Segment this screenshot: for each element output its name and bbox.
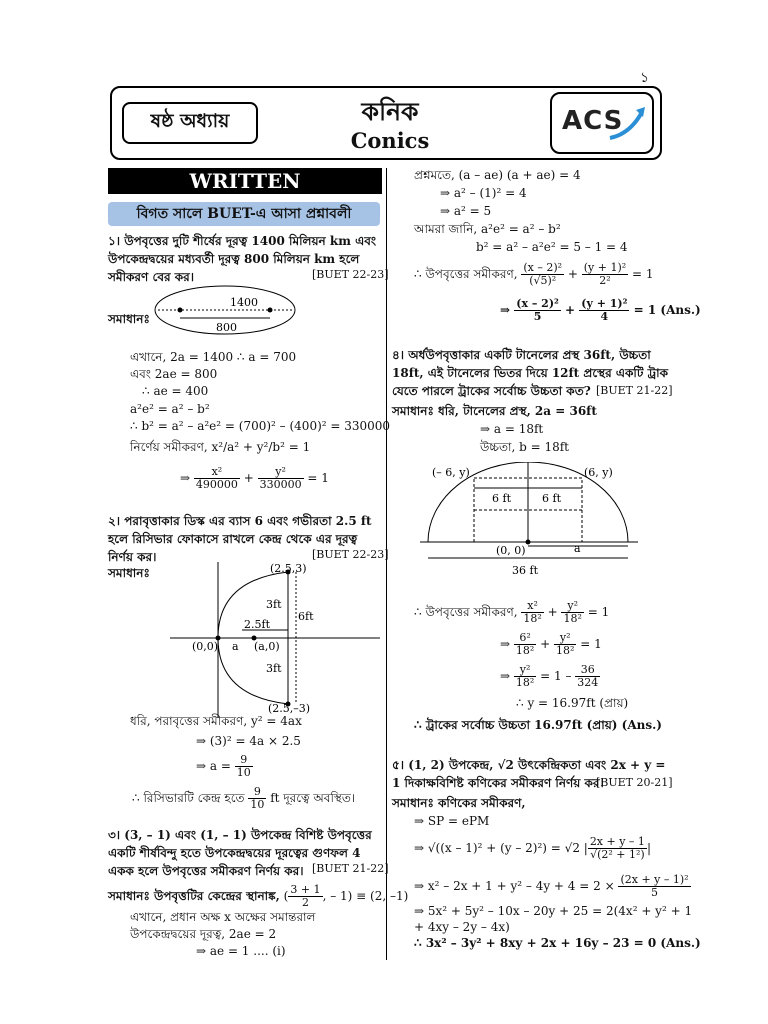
fig-a: a — [574, 542, 581, 555]
q5-line: ⇒ SP = ePM — [414, 814, 490, 828]
acs-logo — [550, 92, 654, 154]
fig-bottom: (2.5,–3) — [268, 702, 311, 715]
q1-line: এবং 2ae = 800 — [130, 367, 218, 381]
q5-line: সমাধানঃ কণিকের সমীকরণ, — [392, 796, 526, 810]
question-2: ২। পরাবৃত্তাকার ডিস্ক এর ব্যাস 6 এবং গভীরতা 2.5 ft হলে রিসিভার ফোকাসে রাখলে কেন্দ্র থেকে এর দূরত্ব নির্ণয় কর। — [108, 514, 372, 564]
question-5: ৫। (1, 2) উপকেন্দ্র, √2 উৎকেন্দ্রিকতা এবং 2x + y = 1 দিকাক্ষবিশিষ্ট কণিকের সমীকরণ নির্ণয় কর। — [392, 758, 666, 790]
question-4: ৪। অর্ধউপবৃত্তাকার একটি টানেলের প্রস্থ 36ft, উচ্চতা 18ft, এই টানেলের ভিতর দিয়ে 12ft প্রস্থের একটি ট্রাক যেতে পারলে ট্রাকের সর্বোচ্চ উচ্চতা কত? — [392, 348, 668, 398]
q3-line: এখানে, প্রধান অক্ষ x অক্ষের সমান্তরাল — [130, 910, 316, 924]
q5-line: ⇒ x² – 2x + 1 + y² – 4y + 4 = 2 × $\frac{\text{(2x + y – 1)²}}{5}$ — [414, 873, 689, 899]
q3-cont-line: প্রশ্নমতে, (a – ae) (a + ae) = 4 — [414, 168, 581, 182]
q4-tag: [BUET 21-22] — [596, 384, 673, 397]
fig-3ft: 3ft — [266, 598, 282, 611]
fig-width: 36 ft — [512, 564, 538, 577]
page-number: ১ — [640, 70, 650, 86]
fig-6ft: 6ft — [298, 610, 314, 623]
fig-right: (6, y) — [584, 466, 613, 479]
fig-a: a — [232, 640, 239, 653]
question-1: ১। উপবৃত্তের দুটি শীর্ষের দূরত্ব 1400 মিলিয়ন km এবং উপকেন্দ্রদ্বয়ের মধ্যবর্তী দূরত্ব 800 মিলিয়ন km হলে সমীকরণ বের কর। — [108, 234, 377, 284]
q4-line: সমাধানঃ ধরি, টানেলের প্রস্থ, 2a = 36ft — [392, 404, 597, 418]
fig-3ft: 3ft — [266, 662, 282, 675]
q1-solution-label: সমাধানঃ — [108, 312, 150, 326]
q3-line: উপকেন্দ্রদ্বয়ের দূরত্ব, 2ae = 2 — [130, 927, 277, 941]
q4-answer: ∴ ট্রাকের সর্বোচ্চ উচ্চতা 16.97ft (প্রায়) (Ans.) — [414, 718, 662, 732]
fig-6ft: 6 ft — [492, 492, 511, 505]
logo-text: ACS — [562, 106, 624, 136]
written-banner: WRITTEN — [108, 168, 382, 194]
q2-line: ⇒ (3)² = 4a × 2.5 — [196, 734, 301, 748]
q3-cont-line: আমরা জানি, a²e² = a² – b² — [414, 222, 561, 236]
fig-left: (– 6, y) — [432, 466, 470, 479]
q3-cont-line: ⇒ a² – (1)² = 4 — [440, 186, 527, 200]
q1-line: a²e² = a² – b² — [130, 402, 210, 416]
q3-tag: [BUET 21-22] — [312, 862, 389, 875]
fig-800: 800 — [216, 321, 237, 334]
q2-line: ∴ রিসিভারটি কেন্দ্র হতে $\frac{9}{10}$ ft দূরত্বে অবস্থিত। — [132, 785, 356, 811]
q4-tunnel-figure — [420, 462, 640, 580]
q1-line: ∴ b² = a² – a²e² = (700)² – (400)² = 330000 — [130, 419, 391, 433]
fig-origin: (0,0) — [192, 640, 219, 653]
q4-line: ∴ y = 16.97ft (প্রায়) — [516, 696, 629, 710]
q4-line: ⇒ a = 18ft — [480, 422, 544, 436]
q4-line: ⇒ $\frac{\text{6²}}{\text{18²}}$ + $\frac{\text{y²}}{\text{18²}}$ = 1 — [500, 631, 602, 657]
q5-tag: [BUET 20-21] — [596, 776, 673, 789]
section-title: বিগত সালে BUET-এ আসা প্রশ্নাবলী — [108, 202, 380, 226]
q3-line: ⇒ ae = 1 .... (i) — [196, 944, 286, 958]
logo-arrow-icon — [552, 94, 652, 152]
q1-line: নির্ণেয় সমীকরণ, x²/a² + y²/b² = 1 — [130, 440, 311, 454]
q1-line: ⇒ $\frac{\text{x²}}{490000}$ + $\frac{\text{y²}}{330000}$ = 1 — [180, 465, 329, 491]
q1-ellipse-figure — [150, 278, 300, 338]
q4-line: ⇒ $\frac{\text{y²}}{\text{18²}}$ = 1 – $\frac{36}{324}$ — [500, 663, 599, 689]
q2-solution-label: সমাধানঃ — [108, 566, 150, 580]
fig-1400: 1400 — [230, 296, 258, 309]
q5-line: ⇒ √((x – 1)² + (y – 2)²) = √2 | $\frac{2x + y - 1}{\text{√(2² + 1²)}}$ | — [414, 835, 651, 861]
q2-tag: [BUET 22-23] — [312, 548, 389, 561]
chapter-title-en: Conics — [350, 128, 430, 153]
q2-parabola-figure — [170, 560, 380, 720]
q2-line: ধরি, পরাবৃত্তের সমীকরণ, y² = 4ax — [130, 714, 302, 728]
chapter-label: ষষ্ঠ অধ্যায় — [122, 102, 258, 144]
q1-line: এখানে, 2a = 1400 ∴ a = 700 — [130, 350, 297, 364]
q3-cont-line: ⇒ a² = 5 — [440, 204, 492, 218]
chapter-title-bn: কনিক — [361, 97, 419, 126]
q5-answer: ∴ 3x² – 3y² + 8xy + 2x + 16y – 23 = 0 (Ans.) — [414, 936, 701, 950]
q4-line: ∴ উপবৃত্তের সমীকরণ, $\frac{\text{x²}}{\text{18²}}$ + $\frac{\text{y²}}{\text{18²}}$ = 1 — [414, 599, 610, 625]
q3-cont-line: b² = a² – a²e² = 5 – 1 = 4 — [476, 240, 628, 254]
q1-line: ∴ ae = 400 — [142, 384, 209, 398]
q1-tag: [BUET 22-23] — [312, 268, 389, 281]
question-3: ৩। (3, – 1) এবং (1, – 1) উপকেন্দ্র বিশিষ্ট উপবৃত্তের একটি শীর্ষবিন্দু হতে উপকেন্দ্রদ্বয়ের দূরত্বের গুণফল 4 একক হলে উপবৃত্তের সমীকরণ নির্ণয় কর। — [108, 828, 372, 878]
q3-cont-line: ∴ উপবৃত্তের সমীকরণ, $\frac{\text{(x – 2)²}}{\text{(√5)²}}$ + $\frac{\text{(y + 1)²}}{\text{2²}}$ = 1 — [414, 261, 654, 287]
q4-line: উচ্চতা, b = 18ft — [480, 440, 569, 454]
q2-line: ⇒ a = $\frac{9}{10}$ — [196, 753, 251, 779]
fig-focus: (a,0) — [254, 640, 280, 653]
q3-line: সমাধানঃ উপবৃত্তটির কেন্দ্রের স্থানাঙ্ক, ( $\frac{3 + 1}{2}$ , – 1) ≡ (2, –1) — [108, 883, 409, 909]
q5-line: ⇒ 5x² + 5y² – 10x – 20y + 25 = 2(4x² + y² + 1 — [414, 904, 693, 918]
q5-line: + 4xy – 2y – 4x) — [414, 920, 510, 934]
q3-answer: ⇒ $\frac{\text{(x – 2)²}}{5}$ + $\frac{\text{(y + 1)²}}{4}$ = 1 (Ans.) — [500, 297, 701, 323]
fig-origin: (0, 0) — [496, 544, 526, 557]
fig-6ft: 6 ft — [542, 492, 561, 505]
column-divider — [386, 168, 387, 960]
fig-top: (2.5,3) — [270, 562, 307, 575]
fig-25ft: 2.5ft — [244, 618, 270, 631]
